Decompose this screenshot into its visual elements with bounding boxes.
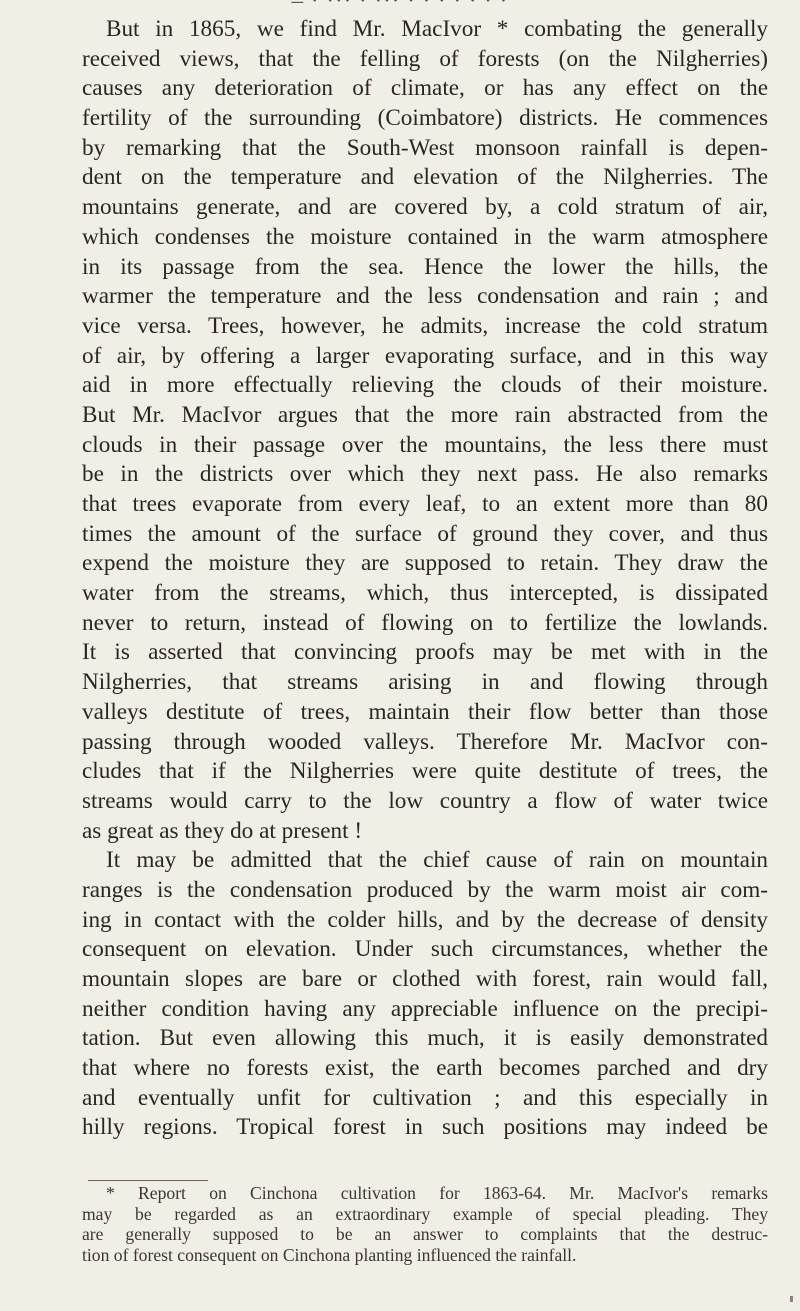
text-line: never to return, instead of flowing on to fertilize the lowlands. — [82, 609, 768, 636]
text-line: ing in contact with the colder hills, and by the decrease of density — [82, 906, 768, 933]
text-line: passing through wooded valleys. Therefore Mr. MacIvor con- — [82, 728, 768, 755]
text-line: that trees evaporate from every leaf, to an extent more than 80 — [82, 491, 768, 517]
text-line: expend the moisture they are supposed to retain. They draw the — [82, 550, 768, 577]
text-line: tation. But even allowing this much, it is easily demonstrated — [82, 1025, 768, 1052]
cropped-previous-line: – · ··· · ··· · · · · · · · — [291, 0, 509, 13]
text-line: valleys destitute of trees, maintain their flow better than those — [82, 698, 768, 725]
text-line: causes any deterioration of climate, or has any effect on the — [82, 75, 768, 102]
text-line: streams would carry to the low country a flow of water twice — [82, 787, 768, 814]
text-line: received views, that the felling of forests (on the Nilgherries) — [82, 45, 768, 72]
footnote-line: may be regarded as an extraordinary example of special pleading. They — [82, 1203, 768, 1224]
footnote — [82, 1183, 768, 1265]
text-line: vice versa. Trees, however, he admits, increase the cold stratum — [82, 312, 768, 339]
text-line: water from the streams, which, thus intercepted, is dissipated — [82, 580, 768, 607]
text-line: cludes that if the Nilgherries were quite destitute of trees, the — [82, 758, 768, 785]
scan-mark — [790, 1296, 793, 1302]
text-line: neither condition having any appreciable influence on the precipi- — [82, 995, 768, 1022]
text-line: consequent on elevation. Under such circumstances, whether the — [82, 936, 768, 963]
text-line: clouds in their passage over the mountains, the less there must — [82, 431, 768, 458]
text-line: fertility of the surrounding (Coimbatore) districts. He commences — [82, 105, 768, 132]
footnote-line: are generally supposed to be an answer to complaints that the destruc- — [82, 1224, 768, 1245]
body-text — [82, 15, 768, 1143]
text-line: hilly regions. Tropical forest in such positions may indeed be — [82, 1114, 768, 1141]
text-line: mountain slopes are bare or clothed with forest, rain would fall, — [82, 966, 768, 992]
text-line: dent on the temperature and elevation of the Nilgherries. The — [82, 164, 768, 191]
text-line: as great as they do at present ! — [82, 817, 363, 844]
text-line: be in the districts over which they next pass. He also remarks — [82, 461, 768, 488]
footnote-line: tion of forest consequent on Cinchona planting influenced the rainfall. — [82, 1244, 577, 1265]
text-line: and eventually unfit for cultivation ; and this especially in — [82, 1084, 768, 1111]
text-line: that where no forests exist, the earth becomes parched and dry — [82, 1055, 768, 1082]
text-line: But in 1865, we find Mr. MacIvor * combating the generally — [106, 16, 768, 42]
text-line: in its passage from the sea. Hence the lower the hills, the — [82, 253, 768, 280]
text-line: It is asserted that convincing proofs may be met with in the — [82, 639, 768, 666]
footnote-line: * Report on Cinchona cultivation for 1863-64. Mr. MacIvor's remarks — [106, 1183, 768, 1203]
text-line: aid in more effectually relieving the clouds of their moisture. — [82, 372, 768, 399]
text-line: of air, by offering a larger evaporating surface, and in this way — [82, 342, 768, 369]
text-line: Nilgherries, that streams arising in and flowing through — [82, 669, 768, 696]
text-line: ranges is the condensation produced by the warm moist air com- — [82, 876, 768, 903]
text-line: by remarking that the South-West monsoon rainfall is depen- — [82, 134, 768, 161]
text-line: warmer the temperature and the less condensation and rain ; and — [82, 283, 768, 310]
text-line: times the amount of the surface of ground they cover, and thus — [82, 520, 768, 547]
text-line: It may be admitted that the chief cause of rain on mountain — [106, 847, 768, 874]
text-line: But Mr. MacIvor argues that the more rain abstracted from the — [82, 401, 768, 428]
text-line: which condenses the moisture contained in the warm atmosphere — [82, 223, 768, 250]
footnote-rule — [88, 1180, 208, 1181]
text-line: mountains generate, and are covered by, a cold stratum of air, — [82, 194, 768, 221]
